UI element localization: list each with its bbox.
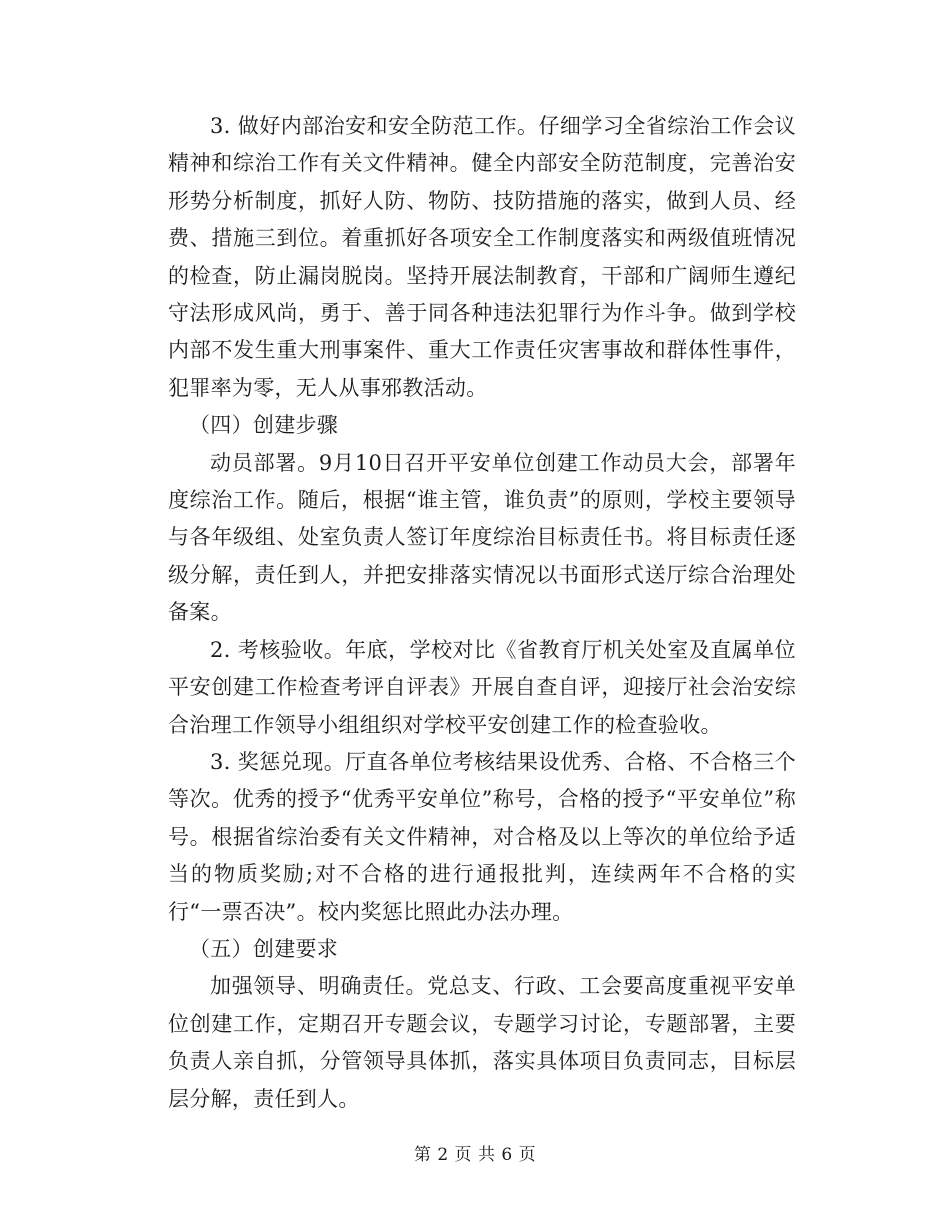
paragraph-mobilization: 动员部署。9月10日召开平安单位创建工作动员大会，部署年度综治工作。随后，根据“谁主管，谁负责”的原则，学校主要领导与各年级组、处室负责人签订年度综治目标责任书。将目标责任逐级分解，责任到人，并把安排落实情况以书面形式送厅综合治理处备案。 xyxy=(168,450,796,625)
section-heading-steps: （四）创建步骤 xyxy=(189,413,339,438)
paragraph-security-work: 3. 做好内部治安和安全防范工作。仔细学习全省综治工作会议精神和综治工作有关文件精神。健全内部安全防范制度，完善治安形势分析制度，抓好人防、物防、技防措施的落实，做到人员、经费、措施三到位。着重抓好各项安全工作制度落实和两级值班情况的检查，防止漏岗脱岗。坚持开展法制教育，干部和广阔师生遵纪守法形成风尚，勇于、善于同各种违法犯罪行为作斗争。做到学校内部不发生重大刑事案件、重大工作责任灾害事故和群体性事件，犯罪率为零，无人从事邪教活动。 xyxy=(168,114,796,400)
document-body xyxy=(168,108,796,1118)
section-heading-requirements: （五）创建要求 xyxy=(189,936,339,961)
paragraph-leadership: 加强领导、明确责任。党总支、行政、工会要高度重视平安单位创建工作，定期召开专题会议，专题学习讨论，专题部署，主要负责人亲自抓，分管领导具体抓，落实具体项目负责同志，目标层层分解，责任到人。 xyxy=(168,974,796,1111)
paragraph-rewards: 3. 奖惩兑现。厅直各单位考核结果设优秀、合格、不合格三个等次。优秀的授予“优秀平安单位”称号，合格的授予“平安单位”称号。根据省综治委有关文件精神，对合格及以上等次的单位给予适当的物质奖励;对不合格的进行通报批判，连续两年不合格的实行“一票否决”。校内奖惩比照此办法办理。 xyxy=(168,749,796,924)
page-footer: 第 2 页 共 6 页 xyxy=(413,1145,537,1165)
paragraph-assessment: 2. 考核验收。年底，学校对比《省教育厅机关处室及直属单位平安创建工作检查考评自评表》开展自查自评，迎接厅社会治安综合治理工作领导小组组织对学校平安创建工作的检查验收。 xyxy=(168,637,796,737)
